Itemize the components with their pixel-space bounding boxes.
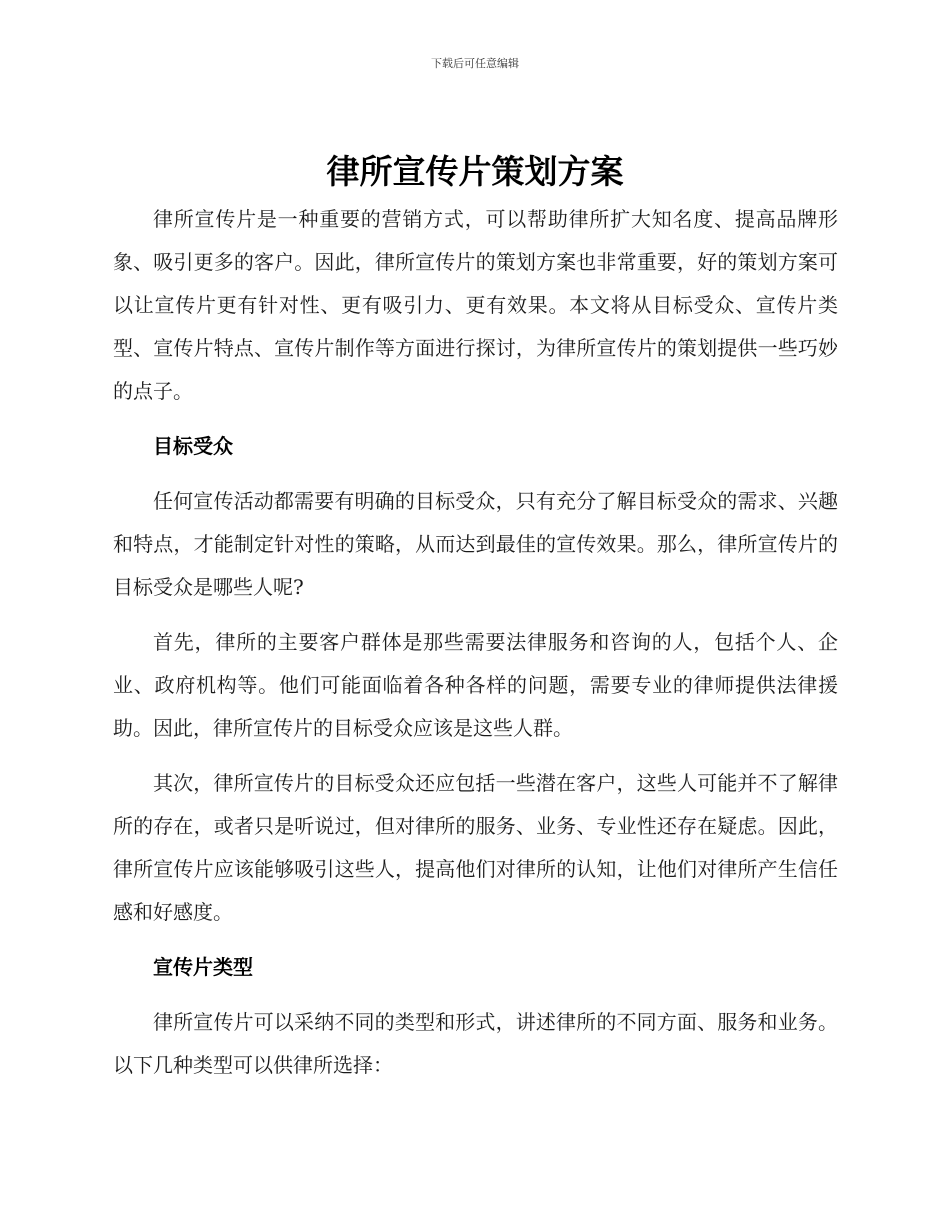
heading-target-audience: 目标受众 [153, 434, 233, 458]
paragraph-types-intro: 律所宣传片可以采纳不同的类型和形式，讲述律所的不同方面、服务和业务。以下几种类型可以供律所选择： [113, 1010, 838, 1077]
heading-video-types: 宣传片类型 [153, 955, 253, 979]
paragraph-audience-intro: 任何宣传活动都需要有明确的目标受众，只有充分了解目标受众的需求、兴趣和特点，才能制定针对性的策略，从而达到最佳的宣传效果。那么，律所宣传片的目标受众是哪些人呢? [113, 489, 838, 599]
paragraph-intro: 律所宣传片是一种重要的营销方式，可以帮助律所扩大知名度、提高品牌形象、吸引更多的客户。因此，律所宣传片的策划方案也非常重要，好的策划方案可以让宣传片更有针对性、更有吸引力、更有效果。本文将从目标受众、宣传片类型、宣传片特点、宣传片制作等方面进行探讨，为律所宣传片的策划提供一些巧妙的点子。 [113, 207, 838, 403]
paragraph-audience-second: 其次，律所宣传片的目标受众还应包括一些潜在客户，这些人可能并不了解律所的存在，或者只是听说过，但对律所的服务、业务、专业性还存在疑虑。因此，律所宣传片应该能够吸引这些人，提高他们对律所的认知，让他们对律所产生信任感和好感度。 [113, 771, 838, 924]
document-body [113, 198, 838, 1099]
header-note: 下载后可任意编辑 [431, 57, 519, 70]
paragraph-audience-first: 首先，律所的主要客户群体是那些需要法律服务和咨询的人，包括个人、企业、政府机构等。他们可能面临着各种各样的问题，需要专业的律师提供法律援助。因此，律所宣传片的目标受众应该是这些人群。 [113, 630, 838, 740]
document-title: 律所宣传片策划方案 [326, 152, 624, 191]
